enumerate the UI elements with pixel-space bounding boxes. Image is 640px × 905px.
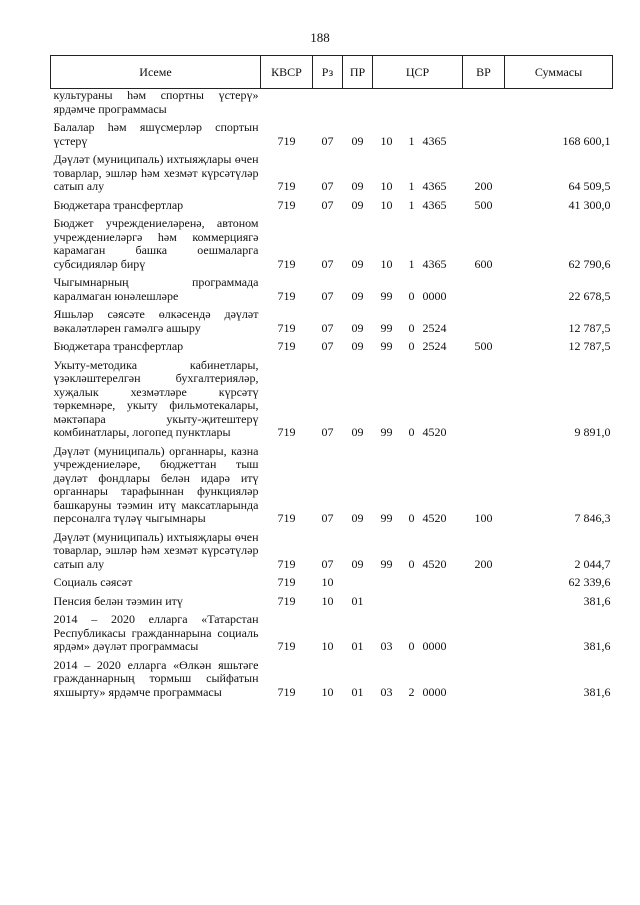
table-row <box>51 443 613 529</box>
cell-csr-program: 99 <box>380 320 393 335</box>
cell-csr-program <box>373 89 401 120</box>
header-sum: Суммасы <box>505 56 613 89</box>
cell-sum: 2 044,7 <box>574 556 611 571</box>
cell-rz: 10 <box>321 684 334 699</box>
cell-csr-subprogram: 0 <box>408 639 415 653</box>
cell-kvsr: 719 <box>277 556 296 571</box>
cell-csr-direction: 0000 <box>422 684 447 699</box>
cell-csr-program: 99 <box>380 511 393 525</box>
cell-rz: 07 <box>321 288 334 303</box>
cell-vr: 200 <box>474 179 493 193</box>
cell-csr-direction: 4365 <box>422 179 447 193</box>
cell-rz: 07 <box>321 133 334 148</box>
cell-vr: 100 <box>474 511 493 525</box>
cell-sum: 12 787,5 <box>568 320 611 335</box>
cell-csr-program <box>373 574 401 593</box>
table-row <box>51 574 613 593</box>
cell-kvsr: 719 <box>277 288 296 303</box>
cell-kvsr: 719 <box>277 197 296 212</box>
cell-csr-program: 10 <box>380 197 393 212</box>
cell-name: 2014 – 2020 елларга «Өлкән яшьтәге гражданнарның тормыш сыйфатын яхшырту» ярдәмче программасы <box>53 657 259 699</box>
cell-rz: 10 <box>321 575 334 589</box>
cell-vr <box>463 89 505 120</box>
table-row <box>51 197 613 216</box>
cell-csr-subprogram: 0 <box>408 556 415 571</box>
cell-pr: 09 <box>351 425 364 439</box>
cell-csr-subprogram <box>401 89 423 120</box>
table-row <box>51 215 613 274</box>
cell-pr: 09 <box>351 179 364 193</box>
cell-rz: 07 <box>321 425 334 439</box>
cell-sum: 62 790,6 <box>568 256 611 271</box>
cell-rz: 07 <box>321 179 334 193</box>
cell-vr <box>463 611 505 657</box>
cell-csr-subprogram: 1 <box>408 197 415 212</box>
table-row <box>51 274 613 306</box>
table-row <box>51 657 613 703</box>
cell-csr-direction: 4520 <box>422 425 447 439</box>
table-row <box>51 89 613 120</box>
cell-sum: 22 678,5 <box>568 288 611 303</box>
cell-pr: 01 <box>351 684 364 699</box>
cell-vr <box>463 657 505 703</box>
cell-pr <box>343 574 373 593</box>
cell-pr: 09 <box>351 197 364 212</box>
cell-kvsr: 719 <box>277 256 296 271</box>
header-pr: ПР <box>343 56 373 89</box>
cell-name: Яшьләр сәясәте өлкәсендә дәүләт вәкаләтләрен гамәлгә ашыру <box>53 307 259 335</box>
cell-kvsr: 719 <box>277 639 296 653</box>
header-rz: Рз <box>313 56 343 89</box>
cell-csr-subprogram: 0 <box>408 425 415 439</box>
cell-rz: 10 <box>321 593 334 608</box>
cell-kvsr <box>261 89 313 120</box>
table-row <box>51 611 613 657</box>
cell-csr-program: 03 <box>380 684 393 699</box>
cell-vr: 500 <box>474 339 493 353</box>
cell-vr: 500 <box>474 197 493 212</box>
cell-name: Бюджет учреждениеләренә, автоном учреждениеләргә һәм коммерциягә карамаган башка оешмаларга субсидияләр бирү <box>53 216 259 271</box>
cell-csr-program: 10 <box>380 179 393 193</box>
cell-pr: 09 <box>351 320 364 335</box>
cell-rz: 07 <box>321 556 334 571</box>
cell-kvsr: 719 <box>277 179 296 193</box>
cell-name: Социаль сәясәт <box>53 575 133 589</box>
cell-csr-direction: 4365 <box>422 197 447 212</box>
cell-csr-direction <box>423 574 463 593</box>
cell-csr-subprogram: 0 <box>408 511 415 525</box>
cell-pr: 09 <box>351 556 364 571</box>
cell-vr: 600 <box>474 256 493 271</box>
cell-csr-subprogram: 1 <box>408 179 415 193</box>
cell-kvsr: 719 <box>277 133 296 148</box>
table-row <box>51 338 613 357</box>
cell-sum: 381,6 <box>583 639 611 653</box>
cell-pr: 09 <box>351 256 364 271</box>
cell-kvsr: 719 <box>277 593 296 608</box>
cell-csr-subprogram: 0 <box>408 288 415 303</box>
cell-name: Пенсия белән тәэмин итү <box>53 593 183 608</box>
cell-csr-subprogram: 2 <box>408 684 415 699</box>
cell-sum: 168 600,1 <box>562 133 611 148</box>
table-row <box>51 119 613 151</box>
table-row <box>51 306 613 338</box>
cell-csr-program: 99 <box>380 425 393 439</box>
header-vr: ВР <box>463 56 505 89</box>
cell-sum: 64 509,5 <box>568 179 611 193</box>
cell-vr <box>463 593 505 612</box>
cell-csr-subprogram: 0 <box>408 320 415 335</box>
cell-kvsr: 719 <box>277 684 296 699</box>
cell-csr-subprogram: 1 <box>408 133 415 148</box>
cell-vr <box>463 119 505 151</box>
cell-name: Дәүләт (муниципаль) ихтыяҗлары өчен товарлар, эшләр һәм хезмәт күрсәтүләр сатып алу <box>53 152 259 193</box>
cell-name: Бюджетара трансфертлар <box>53 197 184 212</box>
cell-sum: 381,6 <box>583 684 611 699</box>
cell-name: Чыгымнарның программада каралмаган юнәлешләре <box>53 275 259 303</box>
cell-rz: 07 <box>321 511 334 525</box>
cell-kvsr: 719 <box>277 425 296 439</box>
cell-kvsr: 719 <box>277 511 296 525</box>
header-name: Исеме <box>51 56 261 89</box>
cell-csr-direction: 4365 <box>422 133 447 148</box>
cell-pr: 09 <box>351 511 364 525</box>
cell-csr-subprogram: 1 <box>408 256 415 271</box>
cell-csr-direction: 0000 <box>422 639 447 653</box>
cell-vr <box>463 357 505 443</box>
cell-csr-subprogram <box>401 593 423 612</box>
cell-rz: 07 <box>321 256 334 271</box>
cell-pr: 01 <box>351 639 364 653</box>
cell-sum <box>505 89 613 120</box>
table-row <box>51 529 613 575</box>
cell-csr-program: 10 <box>380 133 393 148</box>
table-body <box>51 89 613 703</box>
cell-rz: 10 <box>321 639 334 653</box>
cell-sum: 12 787,5 <box>568 339 611 353</box>
cell-vr <box>463 306 505 338</box>
cell-csr-program: 10 <box>380 256 393 271</box>
cell-vr <box>463 274 505 306</box>
cell-csr-subprogram: 0 <box>408 339 415 353</box>
cell-csr-program: 03 <box>380 639 393 653</box>
table-header-row <box>51 56 613 89</box>
table-row <box>51 593 613 612</box>
table-row <box>51 151 613 197</box>
cell-sum: 62 339,6 <box>568 575 611 589</box>
cell-name: Балалар һәм яшүсмерләр спортын үстерү <box>53 120 259 148</box>
cell-sum: 9 891,0 <box>574 425 611 439</box>
cell-csr-direction: 4365 <box>422 256 447 271</box>
cell-rz: 07 <box>321 320 334 335</box>
cell-csr-direction: 0000 <box>422 288 447 303</box>
cell-sum: 381,6 <box>583 593 611 608</box>
cell-csr-program: 99 <box>380 288 393 303</box>
cell-csr-direction <box>423 593 463 612</box>
cell-name: Дәүләт (муниципаль) органнары, казна учреждениеләре, бюджеттан тыш дәүләт фондлары белән идарә итү органнары тарафыннан функцияләр башкаруны тәэмин итү максатларында персоналга түләү чыгымнары <box>53 443 259 525</box>
cell-name: культураны һәм спортны үстерү» ярдәмче программасы <box>53 88 259 116</box>
table-row <box>51 357 613 443</box>
page-number: 188 <box>310 30 330 45</box>
cell-name: 2014 – 2020 елларга «Татарстан Республикасы гражданнарына социаль ярдәм» дәүләт программасы <box>53 612 259 653</box>
cell-csr-program <box>373 593 401 612</box>
cell-rz: 07 <box>321 339 334 353</box>
cell-pr: 01 <box>351 593 364 608</box>
cell-pr <box>343 89 373 120</box>
cell-pr: 09 <box>351 133 364 148</box>
budget-table <box>50 55 613 702</box>
cell-kvsr: 719 <box>277 320 296 335</box>
cell-pr: 09 <box>351 288 364 303</box>
cell-name: Дәүләт (муниципаль) ихтыяҗлары өчен товарлар, эшләр һәм хезмәт күрсәтүләр сатып алу <box>53 529 259 571</box>
cell-csr-direction: 4520 <box>422 556 447 571</box>
cell-sum: 7 846,3 <box>574 511 611 525</box>
cell-pr: 09 <box>351 339 364 353</box>
header-kvsr: КВСР <box>261 56 313 89</box>
cell-rz: 07 <box>321 197 334 212</box>
cell-vr: 200 <box>474 556 493 571</box>
cell-sum: 41 300,0 <box>568 197 611 212</box>
cell-name: Укыту-методика кабинетлары, үзәкләштерелгән бухгалтерияләр, хуҗалык хезмәтләре күрсәтү төркемнәре, укыту фильмотекалары, мәктәпара укыту-җитештерү комбинатлары, логопед пунктлары <box>53 357 259 439</box>
cell-csr-subprogram <box>401 574 423 593</box>
cell-rz <box>313 89 343 120</box>
header-csr: ЦСР <box>373 56 463 89</box>
cell-csr-direction: 2524 <box>422 320 447 335</box>
cell-csr-program: 99 <box>380 339 393 353</box>
cell-kvsr: 719 <box>277 575 296 589</box>
cell-csr-program: 99 <box>380 556 393 571</box>
cell-kvsr: 719 <box>277 339 296 353</box>
cell-csr-direction: 4520 <box>422 511 447 525</box>
cell-name: Бюджетара трансфертлар <box>53 339 184 353</box>
cell-csr-direction: 2524 <box>422 339 447 353</box>
cell-csr-direction <box>423 89 463 120</box>
cell-vr <box>463 574 505 593</box>
